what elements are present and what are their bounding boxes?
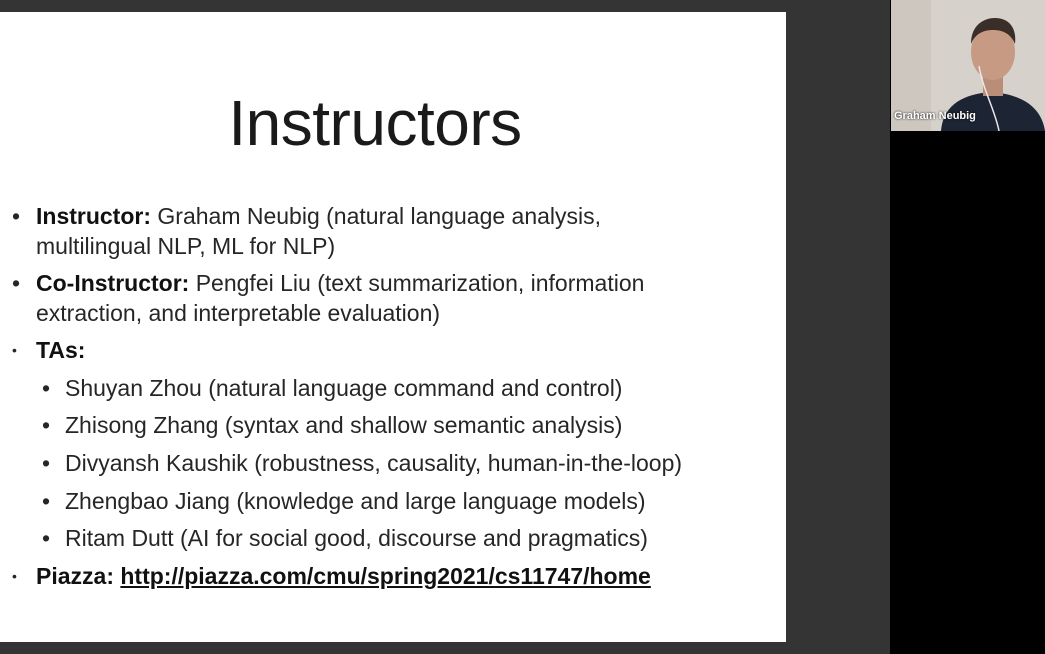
bullet-glyph: • xyxy=(12,270,21,296)
sub-bullet-glyph: • xyxy=(42,375,51,401)
sub-bullet-glyph: • xyxy=(42,450,51,476)
co-instructor-label: Co-Instructor: xyxy=(36,270,190,296)
ta-item: Zhengbao Jiang (knowledge and large language models) xyxy=(65,488,646,514)
sub-bullet-glyph: • xyxy=(42,525,51,551)
sub-bullet-glyph: • xyxy=(42,488,51,514)
ta-item: Ritam Dutt (AI for social good, discourse and pragmatics) xyxy=(65,525,648,551)
presentation-slide xyxy=(0,12,786,642)
piazza-line xyxy=(36,561,651,591)
piazza-label: Piazza: xyxy=(36,563,114,589)
bullet-glyph: • xyxy=(12,203,21,229)
participant-name: Graham Neubig xyxy=(894,110,976,122)
piazza-link[interactable]: http://piazza.com/cmu/spring2021/cs11747/home xyxy=(120,563,651,589)
tas-label: TAs: xyxy=(36,337,86,363)
ta-item: Zhisong Zhang (syntax and shallow semantic analysis) xyxy=(65,412,623,438)
slide-title: Instructors xyxy=(228,87,522,159)
instructor-line xyxy=(36,201,601,231)
bullet-glyph: • xyxy=(12,568,17,584)
instructor-text: Graham Neubig (natural language analysis, xyxy=(151,203,602,229)
ta-item: Divyansh Kaushik (robustness, causality, human-in-the-loop) xyxy=(65,450,683,476)
co-instructor-text: Pengfei Liu (text summarization, information xyxy=(189,270,645,296)
sub-bullet-glyph: • xyxy=(42,412,51,438)
instructor-label: Instructor: xyxy=(36,203,151,229)
co-instructor-line xyxy=(36,268,644,298)
bullet-glyph: • xyxy=(12,342,17,358)
co-instructor-line-cont: extraction, and interpretable evaluation) xyxy=(36,300,441,326)
participant-video-tile[interactable] xyxy=(891,0,1045,131)
ta-item: Shuyan Zhou (natural language command and control) xyxy=(65,375,623,401)
instructor-line-cont: multilingual NLP, ML for NLP) xyxy=(36,233,336,259)
